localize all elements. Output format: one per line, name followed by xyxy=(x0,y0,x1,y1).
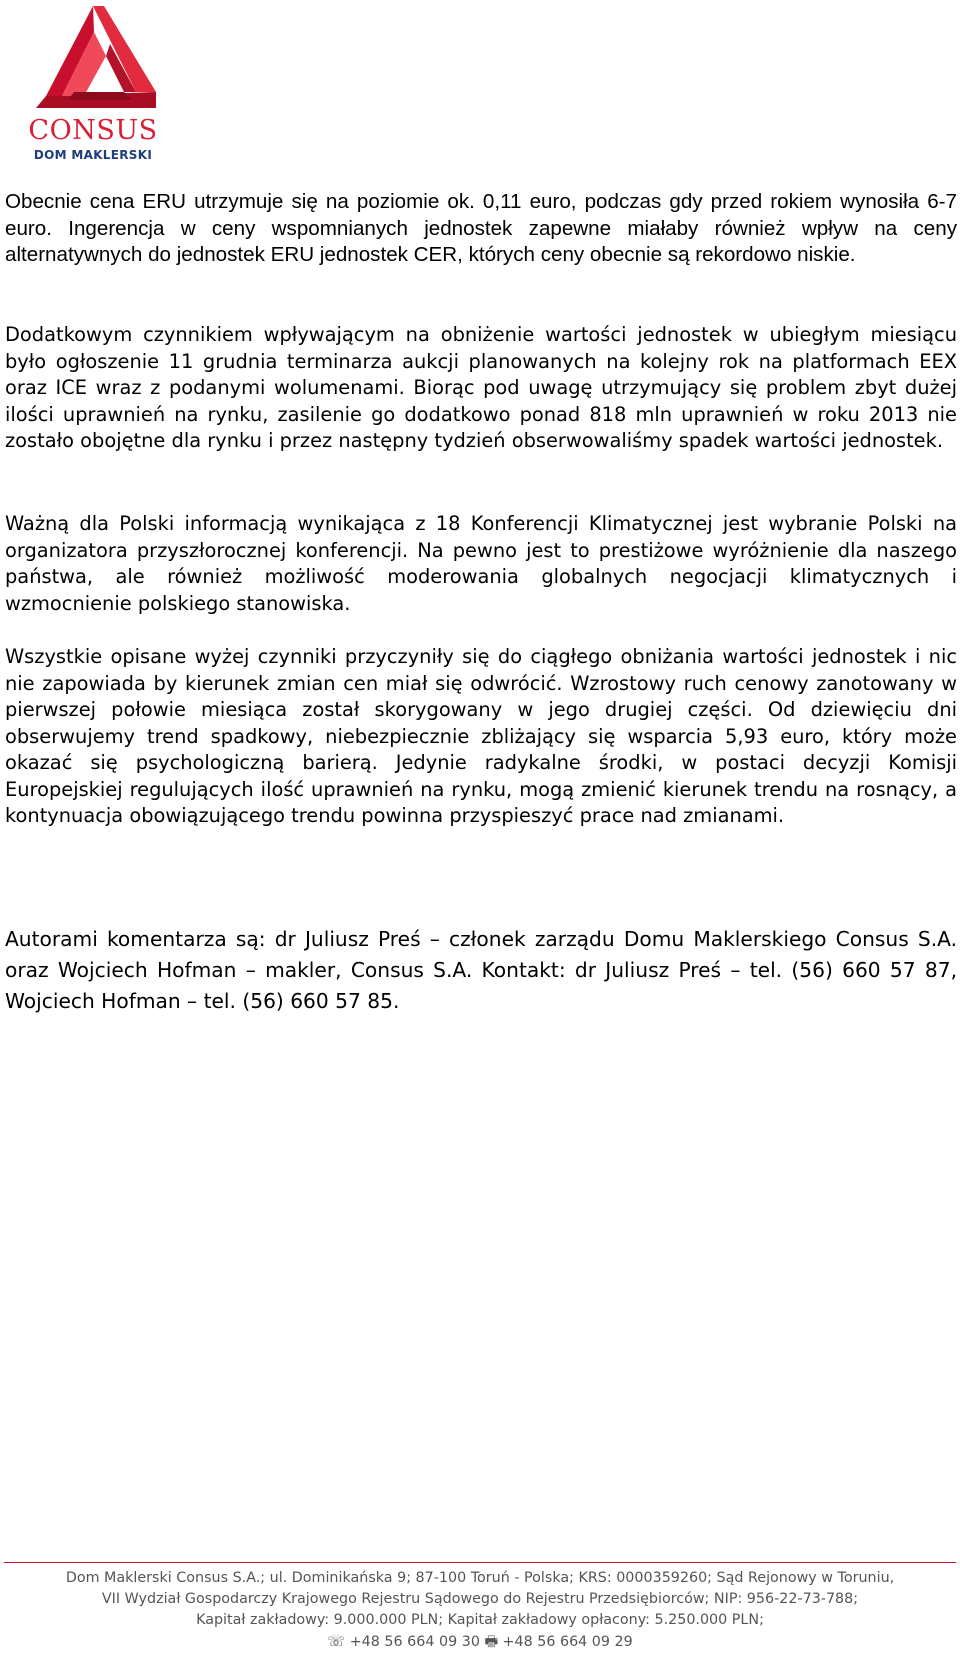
paragraph-trend-outlook: Wszystkie opisane wyżej czynniki przyczyniły się do ciągłego obniżania wartości jednostek i nic nie zapowiada by kierunek zmian cen miał się odwrócić. Wzrostowy ruch cenowy zanotowany w pierwszej połowie miesiąca został skorygowany w jego drugiej części. Od dziewięciu dni obserwujemy trend spadkowy, niebezpiecznie zbliżający się wsparcia 5,93 euro, który może okazać się psychologiczną barierą. Jedynie radykalne środki, w postaci decyzji Komisji Europejskiej regulujących ilość uprawnień na rynku, mogą zmienić kierunek trendu na rosnący, a kontynuacja obowiązującego trendu powinna przyspieszyć prace nad zmianami. xyxy=(5,645,957,827)
footer-line-capital: Kapitał zakładowy: 9.000.000 PLN; Kapitał zakładowy opłacony: 5.250.000 PLN; xyxy=(196,1612,764,1629)
paragraph-climate-conference: Ważną dla Polski informacją wynikająca z 18 Konferencji Klimatycznej jest wybranie Polski na organizatora przyszłorocznej konferencji. Na pewno jest to prestiżowe wyróżnienie dla naszego państwa, ale również możliwość moderowania globalnych negocjacji klimatycznych i wzmocnienie polskiego stanowiska. xyxy=(5,512,957,615)
footer-line-address: Dom Maklerski Consus S.A.; ul. Dominikańska 9; 87-100 Toruń - Polska; KRS: 0000359260; Sąd Rejonowy w Toruniu, xyxy=(65,1570,895,1586)
consus-logo xyxy=(6,4,176,164)
logo-subtitle: DOM MAKLERSKI xyxy=(33,148,153,162)
footer-line-registry: VII Wydział Gospodarczy Krajowego Rejestru Sądowego do Rejestru Przedsiębiorców; NIP: 956-22-73-788; xyxy=(101,1591,859,1608)
paragraph-eru-price: Obecnie cena ERU utrzymuje się na poziomie ok. 0,11 euro, podczas gdy przed rokiem wynosiła 6-7 euro. Ingerencja w ceny wspomnianych jednostek zapewne miałaby również wpływ na ceny alternatywnych do jednostek ERU jednostek CER, których ceny obecnie są rekordowo niskie. xyxy=(5,190,957,266)
fax-icon: 🖶 xyxy=(484,1633,498,1650)
footer-divider xyxy=(4,1562,956,1563)
paragraph-authors: Autorami komentarza są: dr Juliusz Preś – członek zarządu Domu Maklerskiego Consus S.A. oraz Wojciech Hofman – makler, Consus S.A. Kontakt: dr Juliusz Preś – tel. (56) 660 57 87, Wojciech Hofman – tel. (56) 660 57 85. xyxy=(5,927,957,1013)
paragraph-auction-schedule: Dodatkowym czynnikiem wpływającym na obniżenie wartości jednostek w ubiegłym miesiącu było ogłoszenie 11 grudnia terminarza aukcji planowanych na kolejny rok na platformach EEX oraz ICE wraz z podanymi wolumenami. Biorąc pod uwagę utrzymujący się problem zbyt dużej ilości uprawnień na rynku, zasilenie go dodatkowo ponad 818 mln uprawnień w roku 2013 nie zostało obojętne dla rynku i przez następny tydzień obserwowaliśmy spadek wartości jednostek. xyxy=(5,323,957,452)
footer-phone: +48 56 664 09 30 xyxy=(349,1633,480,1650)
footer-line-contact xyxy=(0,1632,960,1653)
phone-icon: ☏ xyxy=(327,1633,346,1650)
penrose-triangle-logo-icon xyxy=(6,4,176,116)
footer-fax: +48 56 664 09 29 xyxy=(502,1633,633,1650)
logo-wordmark: CONSUS xyxy=(28,115,158,146)
footer xyxy=(0,1568,960,1653)
